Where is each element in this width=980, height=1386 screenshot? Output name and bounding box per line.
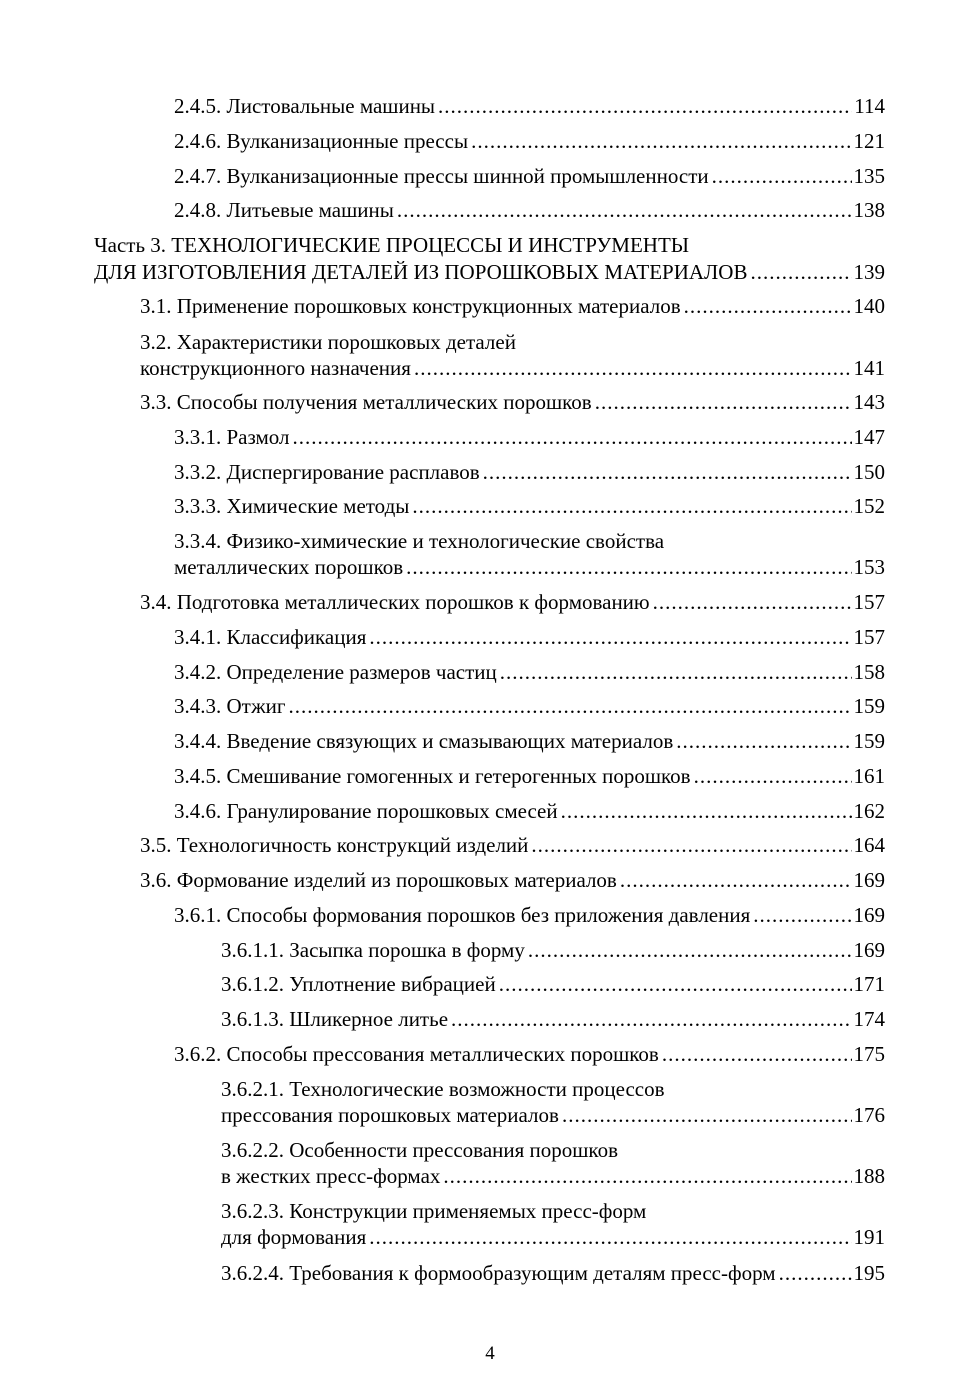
toc-entry-title-line1: 3.2. Характеристики порошковых деталей (140, 330, 516, 354)
toc-entry (174, 660, 885, 685)
toc-entry-title: 3.4.2. Определение размеров частиц (174, 660, 497, 684)
toc-entry (221, 938, 885, 963)
toc-entry-title: для формования (221, 1225, 367, 1249)
toc-entry (174, 460, 885, 485)
dot-leader (451, 1007, 851, 1032)
toc-entry-page: 171 (853, 972, 885, 996)
toc-entry-title: 3.3.2. Диспергирование расплавов (174, 460, 480, 484)
toc-entry-page: 143 (853, 390, 885, 414)
dot-leader (293, 425, 852, 450)
dot-leader (414, 356, 852, 381)
toc-entry (174, 625, 885, 650)
toc-entry-page: 164 (853, 833, 885, 857)
toc-entry-page: 169 (853, 903, 885, 927)
toc-entry-title: 2.4.5. Листовальные машины (174, 94, 436, 118)
toc-entry-page: 169 (853, 868, 885, 892)
toc-entry-title: 3.3.3. Химические методы (174, 494, 410, 518)
toc-entry-title-line1: 3.6.2.2. Особенности прессования порошков (221, 1138, 618, 1162)
toc-entry-page: 176 (853, 1103, 885, 1127)
toc-entry-title: 3.4.6. Гранулирование порошковых смесей (174, 799, 558, 823)
dot-leader (412, 494, 851, 519)
toc-entry-page: 152 (853, 494, 885, 518)
dot-leader (595, 390, 852, 415)
toc-entry-page: 135 (853, 164, 885, 188)
toc-entry (174, 94, 885, 119)
toc-entry-page: 174 (853, 1007, 885, 1031)
toc-entry (174, 903, 885, 928)
toc-entry-title: 3.6.1.3. Шликерное литье (221, 1007, 449, 1031)
toc-entry-title-line1: 3.3.4. Физико-химические и технологические свойства (174, 529, 665, 553)
toc-entry-page: 139 (853, 260, 885, 284)
toc-entry (174, 164, 885, 189)
toc-entry-title: 2.4.6. Вулканизационные прессы (174, 129, 469, 153)
toc-entry-page: 157 (853, 625, 885, 649)
toc-entry-title: 3.4.3. Отжиг (174, 694, 286, 718)
toc-entry-page: 175 (853, 1042, 885, 1066)
toc-entry (174, 494, 885, 519)
toc-entry-title: 3.6.2. Способы прессования металлических порошков (174, 1042, 659, 1066)
toc-entry-title: 2.4.8. Литьевые машины (174, 198, 394, 222)
toc-entry-title: 3.4.1. Классификация (174, 625, 367, 649)
toc-entry-title: в жестких пресс-формах (221, 1164, 441, 1188)
dot-leader (369, 1225, 851, 1250)
toc-entry-title: 3.6.1. Способы формования порошков без приложения давления (174, 903, 751, 927)
toc-entry (140, 330, 885, 381)
toc-entry-title: 3.6.1.2. Уплотнение вибрацией (221, 972, 496, 996)
toc-entry-page: 169 (853, 938, 885, 962)
toc-entry-title: 3.4.4. Введение связующих и смазывающих материалов (174, 729, 674, 753)
dot-leader (620, 868, 852, 893)
dot-leader (694, 764, 852, 789)
toc-entry-title: прессования порошковых материалов (221, 1103, 559, 1127)
dot-leader (712, 164, 852, 189)
toc-entry-title: металлических порошков (174, 555, 404, 579)
dot-leader (406, 555, 851, 580)
dot-leader (561, 799, 852, 824)
toc-entry-title: 3.4. Подготовка металлических порошков к формованию (140, 590, 650, 614)
dot-leader (471, 129, 851, 154)
toc-entry (174, 729, 885, 754)
toc-entry-title: 3.4.5. Смешивание гомогенных и гетерогенных порошков (174, 764, 691, 788)
toc-entry-page: 153 (853, 555, 885, 579)
toc-entry (174, 1042, 885, 1067)
dot-leader (443, 1164, 851, 1189)
toc-entry-page: 157 (853, 590, 885, 614)
dot-leader (528, 938, 852, 963)
toc-entry-page: 114 (854, 94, 885, 118)
toc-entry (140, 833, 885, 858)
dot-leader (653, 590, 852, 615)
toc-entry (174, 764, 885, 789)
dot-leader (397, 198, 852, 223)
toc-entry-title-line1: 3.6.2.3. Конструкции применяемых пресс-форм (221, 1199, 647, 1223)
toc-entry-page: 140 (853, 294, 885, 318)
toc-entry-title: 3.6.2.4. Требования к формообразующим деталям пресс-форм (221, 1261, 776, 1285)
toc-part-heading (94, 233, 885, 285)
dot-leader (753, 903, 851, 928)
toc-entry (221, 1077, 885, 1128)
dot-leader (662, 1042, 852, 1067)
toc-entry (174, 694, 885, 719)
toc-entry (174, 198, 885, 223)
toc-entry-title: 3.1. Применение порошковых конструкционных материалов (140, 294, 681, 318)
dot-leader (531, 833, 851, 858)
toc-entry-page: 195 (853, 1261, 885, 1285)
toc-entry-title: 3.5. Технологичность конструкций изделий (140, 833, 529, 857)
toc-entry-page: 141 (853, 356, 885, 380)
toc-entry-title-line1: 3.6.2.1. Технологические возможности процессов (221, 1077, 665, 1101)
dot-leader (500, 660, 852, 685)
toc-entry-page: 138 (853, 198, 885, 222)
toc-entry-page: 150 (853, 460, 885, 484)
toc-entry (221, 1138, 885, 1189)
toc-entry-page: 188 (853, 1164, 885, 1188)
toc-entry-page: 191 (853, 1225, 885, 1249)
toc-entry-page: 121 (853, 129, 885, 153)
toc-entry (174, 129, 885, 154)
toc-entry-title-line1: Часть 3. ТЕХНОЛОГИЧЕСКИЕ ПРОЦЕССЫ И ИНСТРУМЕНТЫ (94, 233, 690, 257)
toc-entry (140, 868, 885, 893)
toc-entry (221, 1261, 885, 1286)
dot-leader (483, 460, 852, 485)
toc-entry (174, 425, 885, 450)
toc-entry (221, 1007, 885, 1032)
toc-entry (140, 590, 885, 615)
dot-leader (750, 260, 851, 285)
toc-entry (174, 799, 885, 824)
toc-entry (221, 1199, 885, 1250)
toc-entry-page: 158 (853, 660, 885, 684)
toc-entry-title: 3.3. Способы получения металлических порошков (140, 390, 592, 414)
toc-entry-title: 3.6.1.1. Засыпка порошка в форму (221, 938, 525, 962)
toc-entry-title: 3.6. Формование изделий из порошковых материалов (140, 868, 617, 892)
toc-entry (221, 972, 885, 997)
toc-entry-title: ДЛЯ ИЗГОТОВЛЕНИЯ ДЕТАЛЕЙ ИЗ ПОРОШКОВЫХ МАТЕРИАЛОВ (94, 260, 748, 284)
toc-entry-title: 3.3.1. Размол (174, 425, 290, 449)
toc-entry-page: 161 (853, 764, 885, 788)
toc-entry-page: 162 (853, 799, 885, 823)
dot-leader (562, 1103, 852, 1128)
dot-leader (499, 972, 852, 997)
dot-leader (369, 625, 851, 650)
toc-entry-page: 159 (853, 729, 885, 753)
dot-leader (684, 294, 852, 319)
toc-entry-title: 2.4.7. Вулканизационные прессы шинной промышленности (174, 164, 709, 188)
toc-entry-page: 159 (853, 694, 885, 718)
toc-entry-page: 147 (853, 425, 885, 449)
toc-entry (174, 529, 885, 580)
dot-leader (779, 1261, 852, 1286)
page-number: 4 (485, 1343, 495, 1364)
dot-leader (288, 694, 851, 719)
dot-leader (438, 94, 852, 119)
dot-leader (676, 729, 851, 754)
toc-entry (140, 294, 885, 319)
toc-entry (140, 390, 885, 415)
toc-entry-title: конструкционного назначения (140, 356, 411, 380)
